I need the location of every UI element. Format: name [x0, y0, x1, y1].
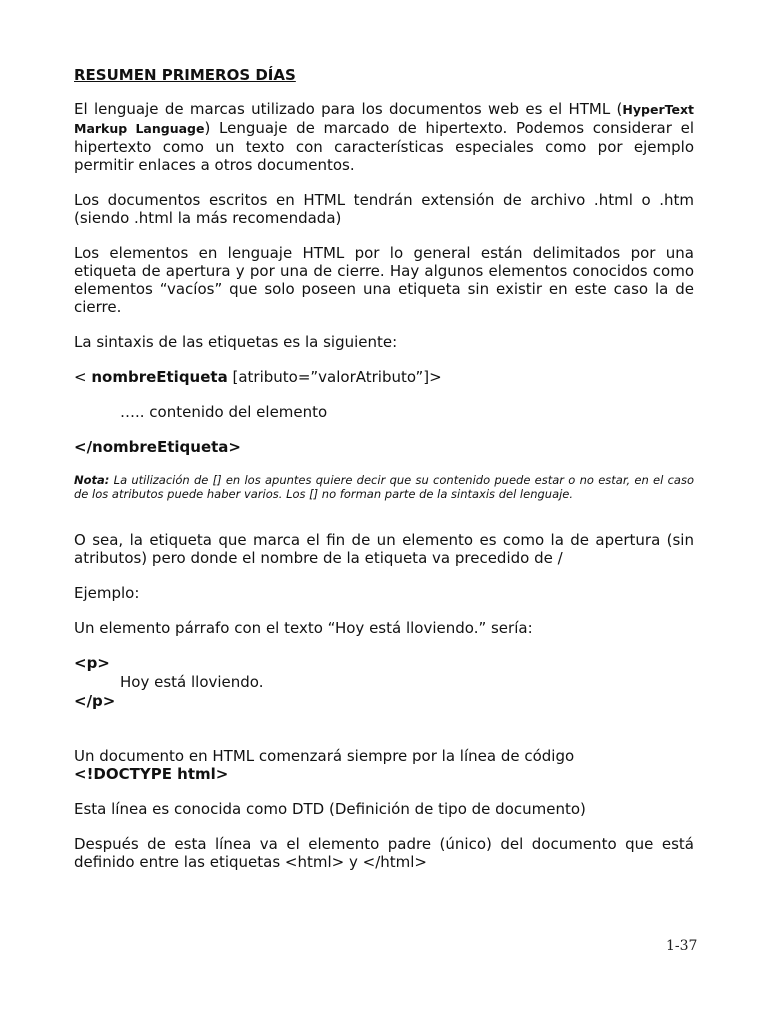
paragraph-syntax-intro: La sintaxis de las etiquetas es la siguiente: — [74, 333, 398, 351]
hypertext-term: HyperText Markup Language — [74, 102, 694, 136]
note-text: La utilización de [] en los apuntes quiere decir que su contenido puede estar o no estar, en el caso de los atributos puede haber varios. Los [] no forman parte de la sintaxis del lenguaje. — [74, 473, 694, 501]
syntax-open-bracket: < — [74, 368, 92, 386]
paragraph-example-intro: Un elemento párrafo con el texto “Hoy está lloviendo.” sería: — [74, 619, 533, 637]
syntax-open-name: nombreEtiqueta — [91, 368, 228, 386]
document-title: RESUMEN PRIMEROS DÍAS — [74, 66, 296, 84]
paragraph-dtd: Esta línea es conocida como DTD (Definición de tipo de documento) — [74, 800, 586, 818]
syntax-content: ….. contenido del elemento — [120, 403, 328, 421]
note-paragraph — [74, 473, 694, 501]
paragraph-doctype-text: Un documento en HTML comenzará siempre por la línea de código — [74, 747, 575, 765]
paragraph-html-definition-end: ) Lenguaje de marcado de hipertexto. Podemos considerar el hipertexto como un texto con características especiales como por ejemplo permitir enlaces a otros documentos. — [74, 119, 694, 174]
doctype-code: <!DOCTYPE html> — [74, 765, 229, 783]
paragraph-elements: Los elementos en lenguaje HTML por lo general están delimitados por una etiqueta de apertura y por una de cierre. Hay algunos elementos conocidos como elementos “vacíos” que solo poseen una etiqueta sin existir en este caso la de cierre. — [74, 244, 694, 316]
page-number: 1-37 — [666, 938, 698, 954]
paragraph-example-label: Ejemplo: — [74, 584, 140, 602]
document-body — [74, 66, 694, 888]
example-open-tag: <p> — [74, 654, 110, 672]
note-label: Nota: — [74, 473, 110, 487]
paragraph-html-definition — [74, 100, 694, 174]
example-close-tag: </p> — [74, 692, 116, 710]
paragraph-doctype — [74, 747, 694, 783]
syntax-close-tag: </nombreEtiqueta> — [74, 438, 241, 456]
paragraph-html-definition-start: El lenguaje de marcas utilizado para los documentos web es el HTML ( — [74, 100, 623, 118]
syntax-open-attrs: [atributo=”valorAtributo”]> — [227, 368, 442, 386]
paragraph-root-element: Después de esta línea va el elemento padre (único) del documento que está definido entre las etiquetas <html> y </html> — [74, 835, 694, 871]
syntax-open-tag — [74, 368, 694, 386]
paragraph-closing-tag: O sea, la etiqueta que marca el fin de un elemento es como la de apertura (sin atributos) pero donde el nombre de la etiqueta va precedido de / — [74, 531, 694, 567]
paragraph-file-extension: Los documentos escritos en HTML tendrán extensión de archivo .html o .htm (siendo .html la más recomendada) — [74, 191, 694, 227]
example-content: Hoy está lloviendo. — [120, 673, 264, 691]
example-code-block — [74, 654, 694, 711]
